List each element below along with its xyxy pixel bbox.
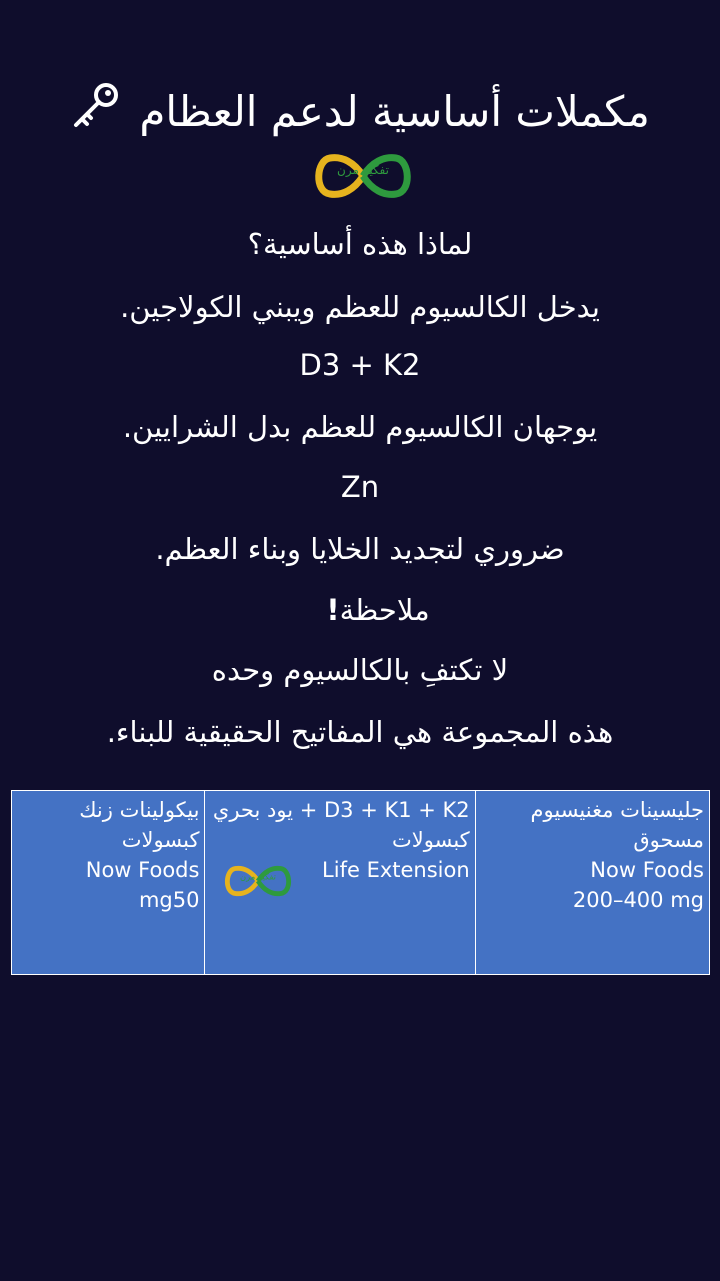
text-line-warning: لا تكتفِ بالكالسيوم وحده [211,653,509,687]
exclamation-icon: ! [326,593,340,627]
cell-brand: Now Foods [85,858,200,882]
text-line-conclusion: هذه المجموعة هي المفاتيح الحقيقية للبناء. [106,715,614,749]
infinity-logo-icon [221,863,295,899]
cell-brand: Now Foods [590,858,704,882]
cell-brand: Life Extension [322,858,470,882]
table-cell-vitamins [205,791,475,974]
key-icon [70,81,120,149]
logo-text: تفكير مرن [240,871,277,882]
title-text: مكملات أساسية لدعم العظام [139,87,650,136]
cell-name: D3 + K1 + K2 + يود بحري كبسولات [212,798,470,852]
note-heading [0,588,720,632]
page-title [0,80,720,149]
note-label: ملاحظة [339,593,430,627]
text-line-d3k2: D3 + K2 [299,348,421,382]
table-cell-zinc [12,791,205,974]
cell-dose: 200–400 mg [572,888,704,912]
text-line-calcium: يدخل الكالسيوم للعظم ويبني الكولاجين. [120,290,600,324]
infinity-logo-icon [310,150,416,202]
text-line-zn: Zn [340,470,380,504]
supplements-table [11,790,710,975]
logo-text: تفكير مرن [337,163,389,177]
text-line-zinc-role: ضروري لتجديد الخلايا وبناء العظم. [155,532,565,566]
cell-name: جليسينات مغنيسيوم مسحوق [530,798,704,852]
subtitle-why: لماذا هذه أساسية؟ [247,227,473,261]
text-line-arteries: يوجهان الكالسيوم للعظم بدل الشرايين. [122,410,598,444]
cell-name: بيكولينات زنك كبسولات [79,798,200,852]
table-cell-magnesium [476,791,709,974]
cell-dose: mg50 [138,888,200,912]
